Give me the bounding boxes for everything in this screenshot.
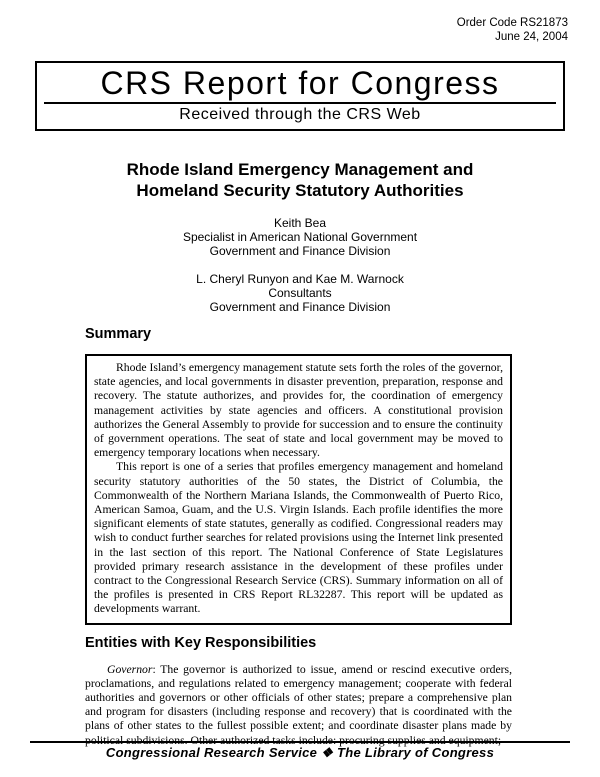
footer-text: Congressional Research Service ❖ The Library of Congress xyxy=(105,745,495,760)
author-role: Consultants xyxy=(268,286,332,300)
author-division: Government and Finance Division xyxy=(209,300,391,314)
author-name: Keith Bea xyxy=(273,216,327,230)
report-title-line-2: Homeland Security Statutory Authorities xyxy=(136,181,464,200)
author-role: Specialist in American National Government xyxy=(182,230,418,244)
author-name: L. Cheryl Runyon and Kae M. Warnock xyxy=(196,272,404,286)
report-title xyxy=(0,159,600,201)
order-code-block xyxy=(0,0,568,44)
author-division: Government and Finance Division xyxy=(209,244,391,258)
governor-text: : The governor is authorized to issue, amend or rescind executive orders, proclamations, and regulations related to emergency management; cooperate with federal authorities and governors or other officials of other states; prepare a comprehensive plan and program for disasters (including response and recovery) that is coordinated with the plans of other states to the fullest possible extent; and coordinate disaster plans made by political subdivisions. Other authorized tasks include: procuring supplies and equipment; xyxy=(85,662,512,747)
summary-paragraph-1: Rhode Island’s emergency management statute sets forth the roles of the governor, state agencies, and local governments in disaster prevention, preparation, response and recovery. The statute authorizes, and provides for, the coordination of emergency management activities by state agencies and officers. A constitutional provision authorizes the General Assembly to provide for succession and to ensure the continuity of government operations. The seat of state and local government may be moved to emergency temporary locations when necessary. xyxy=(94,361,503,460)
entities-heading: Entities with Key Responsibilities xyxy=(85,634,317,651)
summary-box xyxy=(85,354,512,625)
order-code: Order Code RS21873 xyxy=(456,17,568,29)
report-date: June 24, 2004 xyxy=(495,31,568,43)
masthead-subtitle: Received through the CRS Web xyxy=(179,106,421,123)
masthead-box xyxy=(35,61,565,131)
masthead-rule xyxy=(44,102,556,104)
summary-heading: Summary xyxy=(85,326,152,342)
report-title-line-1: Rhode Island Emergency Management and xyxy=(126,160,474,179)
governor-term: Governor xyxy=(107,662,153,676)
author-block-1 xyxy=(0,216,600,258)
page-footer xyxy=(30,741,570,761)
masthead-title: CRS Report for Congress xyxy=(100,65,500,101)
governor-paragraph xyxy=(85,663,512,748)
summary-paragraph-2: This report is one of a series that profiles emergency management and homeland security statutory authorities of the 50 states, the District of Columbia, the Commonwealth of the Northern Mariana Islands, the Commonwealth of Puerto Rico, American Samoa, Guam, and the U.S. Virgin Islands. Each profile identifies the more significant elements of state statutes, generally as codified. Congressional readers may wish to conduct further searches for related provisions using the Internet link presented in the last section of this report. The National Conference of State Legislatures provided primary research assistance in the development of these profiles under contract to the Congressional Research Service (CRS). Summary information on all of the profiles is presented in CRS Report RL32287. This report will be updated as developments warrant. xyxy=(94,460,503,616)
author-block-2 xyxy=(0,272,600,314)
content-column xyxy=(85,326,512,748)
